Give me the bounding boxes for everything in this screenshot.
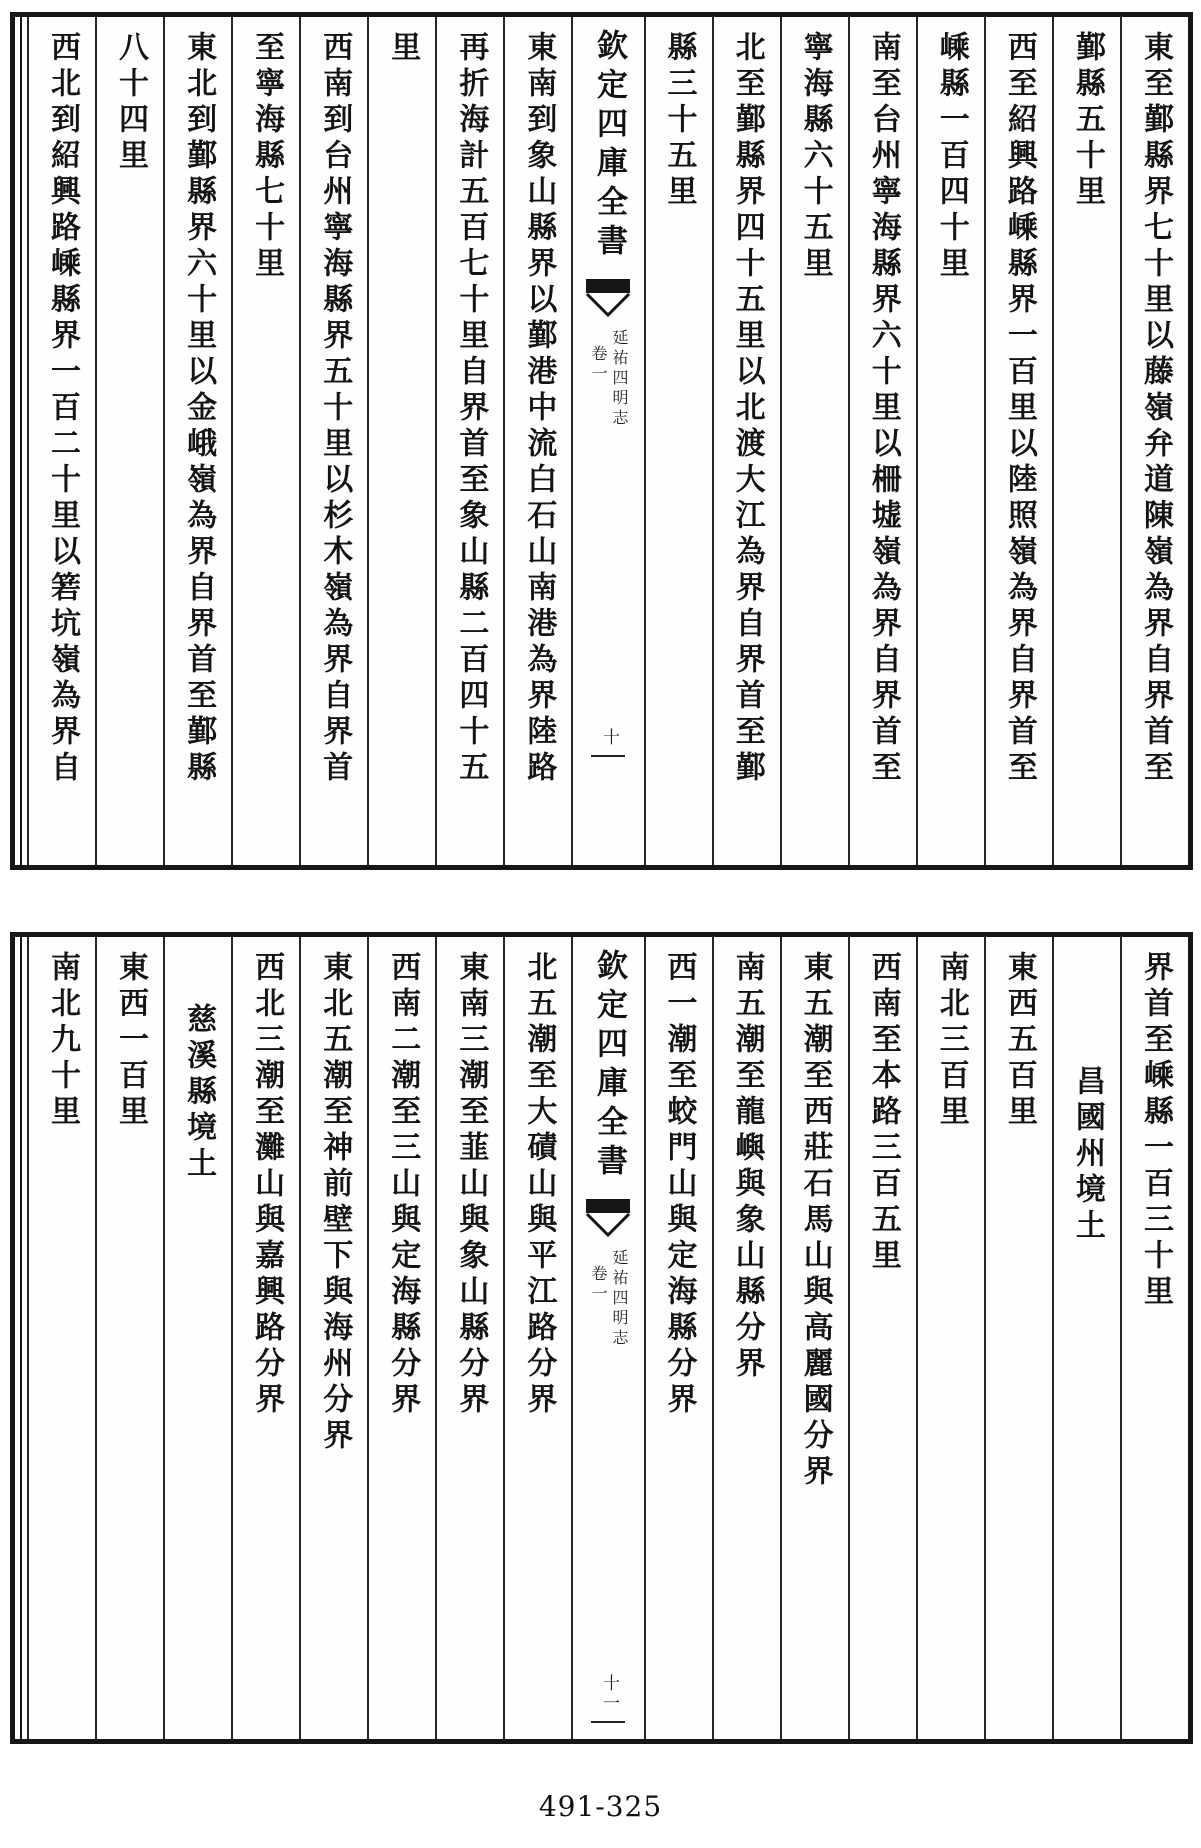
folio-number: 十一 — [598, 1674, 619, 1714]
text-column: 東南三潮至韮山與象山縣分界 — [435, 937, 503, 1739]
text-column: 東五潮至西莊石馬山與高麗國分界 — [780, 937, 848, 1739]
book-title: 延祐四明志 — [609, 329, 629, 429]
top-page-block — [10, 12, 1193, 870]
text-column: 北至鄞縣界四十五里以北渡大江為界自界首至鄞 — [712, 17, 780, 865]
footer-page-number: 491-325 — [538, 1790, 663, 1823]
text-column: 東至鄞縣界七十里以藤嶺弁道陳嶺為界自界首至 — [1120, 17, 1188, 865]
text-column: 東西五百里 — [984, 937, 1052, 1739]
folio-wrap — [591, 728, 625, 757]
folio-wrap — [591, 1674, 625, 1723]
text-column: 鄞縣五十里 — [1052, 17, 1120, 865]
juan-number: 卷一 — [588, 345, 608, 385]
book-title: 延祐四明志 — [609, 1249, 629, 1349]
siku-quanshu-title: 欽定四庫全書 — [590, 949, 627, 1183]
text-column: 西北到紹興路嵊縣界一百二十里以箬坑嶺為界自 — [27, 17, 95, 865]
text-column: 西一潮至蛟門山與定海縣分界 — [644, 937, 712, 1739]
text-column: 東北到鄞縣界六十里以金峨嶺為界自界首至鄞縣 — [163, 17, 231, 865]
banxin-small-titles — [590, 329, 627, 429]
banxin-small-titles — [590, 1249, 627, 1349]
text-column: 南北三百里 — [916, 937, 984, 1739]
section-heading-column: 昌國州境土 — [1052, 937, 1120, 1739]
bottom-columns — [27, 937, 1188, 1739]
folio-divider — [591, 1721, 625, 1723]
text-column: 嵊縣一百四十里 — [916, 17, 984, 865]
text-column: 縣三十五里 — [644, 17, 712, 865]
text-column: 南北九十里 — [27, 937, 95, 1739]
top-columns — [27, 17, 1188, 865]
siku-quanshu-title: 欽定四庫全書 — [590, 29, 627, 263]
text-column: 西南至本路三百五里 — [848, 937, 916, 1739]
juan-number: 卷一 — [588, 1265, 608, 1305]
folio-divider — [591, 755, 625, 757]
text-column: 西至紹興路嵊縣界一百里以陸照嶺為界自界首至 — [984, 17, 1052, 865]
text-column: 西南二潮至三山與定海縣分界 — [367, 937, 435, 1739]
text-column: 南至台州寧海縣界六十里以柵墟嶺為界自界首至 — [848, 17, 916, 865]
text-column: 再折海計五百七十里自界首至象山縣二百四十五 — [435, 17, 503, 865]
text-column: 至寧海縣七十里 — [231, 17, 299, 865]
text-column: 寧海縣六十五里 — [780, 17, 848, 865]
bottom-page-block — [10, 932, 1193, 1744]
folio-number: 十 — [598, 728, 619, 748]
banxin-column — [571, 937, 643, 1739]
fishtail-icon — [586, 1199, 630, 1239]
text-column: 東北五潮至神前壁下與海州分界 — [299, 937, 367, 1739]
text-column: 東西一百里 — [95, 937, 163, 1739]
text-column: 東南到象山縣界以鄞港中流白石山南港為界陸路 — [503, 17, 571, 865]
text-column: 北五潮至大磧山與平江路分界 — [503, 937, 571, 1739]
text-column: 西北三潮至灘山與嘉興路分界 — [231, 937, 299, 1739]
text-column: 里 — [367, 17, 435, 865]
text-column: 西南到台州寧海縣界五十里以杉木嶺為界自界首 — [299, 17, 367, 865]
section-heading-column: 慈溪縣境土 — [163, 937, 231, 1739]
banxin-column — [571, 17, 643, 865]
text-column: 八十四里 — [95, 17, 163, 865]
text-column: 南五潮至龍嶼與象山縣分界 — [712, 937, 780, 1739]
fishtail-icon — [586, 279, 630, 319]
text-column: 界首至嵊縣一百三十里 — [1120, 937, 1188, 1739]
